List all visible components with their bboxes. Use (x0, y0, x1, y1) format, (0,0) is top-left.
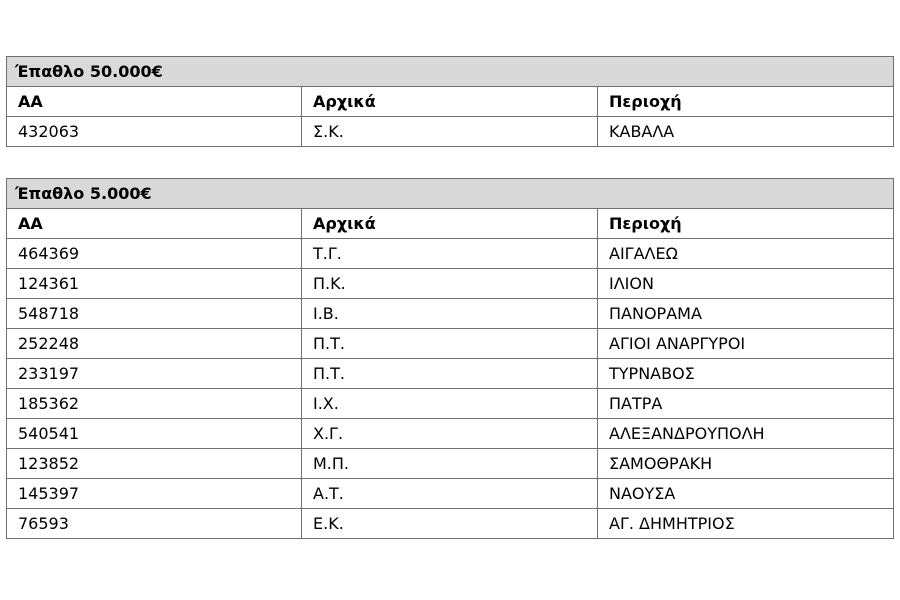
cell-region: ΚΑΒΑΛΑ (598, 117, 894, 147)
column-header-row (7, 87, 894, 117)
cell-aa: 185362 (7, 389, 302, 419)
cell-aa: 540541 (7, 419, 302, 449)
cell-region: ΑΛΕΞΑΝΔΡΟΥΠΟΛΗ (598, 419, 894, 449)
cell-region: ΑΓ. ΔΗΜΗΤΡΙΟΣ (598, 509, 894, 539)
table-row (7, 269, 894, 299)
cell-aa: 145397 (7, 479, 302, 509)
table-row (7, 449, 894, 479)
column-header-initials: Αρχικά (302, 87, 598, 117)
table-row (7, 329, 894, 359)
cell-initials: Ε.Κ. (302, 509, 598, 539)
prize-table-50000 (6, 56, 894, 147)
cell-aa: 464369 (7, 239, 302, 269)
cell-aa: 432063 (7, 117, 302, 147)
table-row (7, 299, 894, 329)
column-header-region: Περιοχή (598, 87, 894, 117)
table-row (7, 479, 894, 509)
column-header-region: Περιοχή (598, 209, 894, 239)
cell-initials: Ι.Β. (302, 299, 598, 329)
cell-aa: 124361 (7, 269, 302, 299)
cell-initials: Σ.Κ. (302, 117, 598, 147)
cell-aa: 123852 (7, 449, 302, 479)
cell-aa: 548718 (7, 299, 302, 329)
cell-region: ΤΥΡΝΑΒΟΣ (598, 359, 894, 389)
column-header-row (7, 209, 894, 239)
prize-table-5000 (6, 178, 894, 539)
cell-initials: Α.Τ. (302, 479, 598, 509)
table-row (7, 419, 894, 449)
table-row (7, 117, 894, 147)
table-row (7, 239, 894, 269)
column-header-aa: ΑΑ (7, 87, 302, 117)
table-row (7, 509, 894, 539)
cell-initials: Ι.Χ. (302, 389, 598, 419)
cell-initials: Μ.Π. (302, 449, 598, 479)
cell-region: ΙΛΙΟΝ (598, 269, 894, 299)
cell-region: ΠΑΤΡΑ (598, 389, 894, 419)
cell-initials: Π.Κ. (302, 269, 598, 299)
cell-region: ΑΓΙΟΙ ΑΝΑΡΓΥΡΟΙ (598, 329, 894, 359)
cell-region: ΝΑΟΥΣΑ (598, 479, 894, 509)
cell-initials: Π.Τ. (302, 359, 598, 389)
cell-region: ΑΙΓΑΛΕΩ (598, 239, 894, 269)
column-header-initials: Αρχικά (302, 209, 598, 239)
prize-title-row (7, 57, 894, 87)
cell-region: ΣΑΜΟΘΡΑΚΗ (598, 449, 894, 479)
cell-initials: Χ.Γ. (302, 419, 598, 449)
prize-title: Έπαθλο 5.000€ (7, 179, 894, 209)
prize-title: Έπαθλο 50.000€ (7, 57, 894, 87)
cell-initials: Τ.Γ. (302, 239, 598, 269)
column-header-aa: ΑΑ (7, 209, 302, 239)
table-row (7, 389, 894, 419)
cell-aa: 252248 (7, 329, 302, 359)
table-row (7, 359, 894, 389)
cell-initials: Π.Τ. (302, 329, 598, 359)
cell-aa: 233197 (7, 359, 302, 389)
cell-region: ΠΑΝΟΡΑΜΑ (598, 299, 894, 329)
cell-aa: 76593 (7, 509, 302, 539)
prize-title-row (7, 179, 894, 209)
